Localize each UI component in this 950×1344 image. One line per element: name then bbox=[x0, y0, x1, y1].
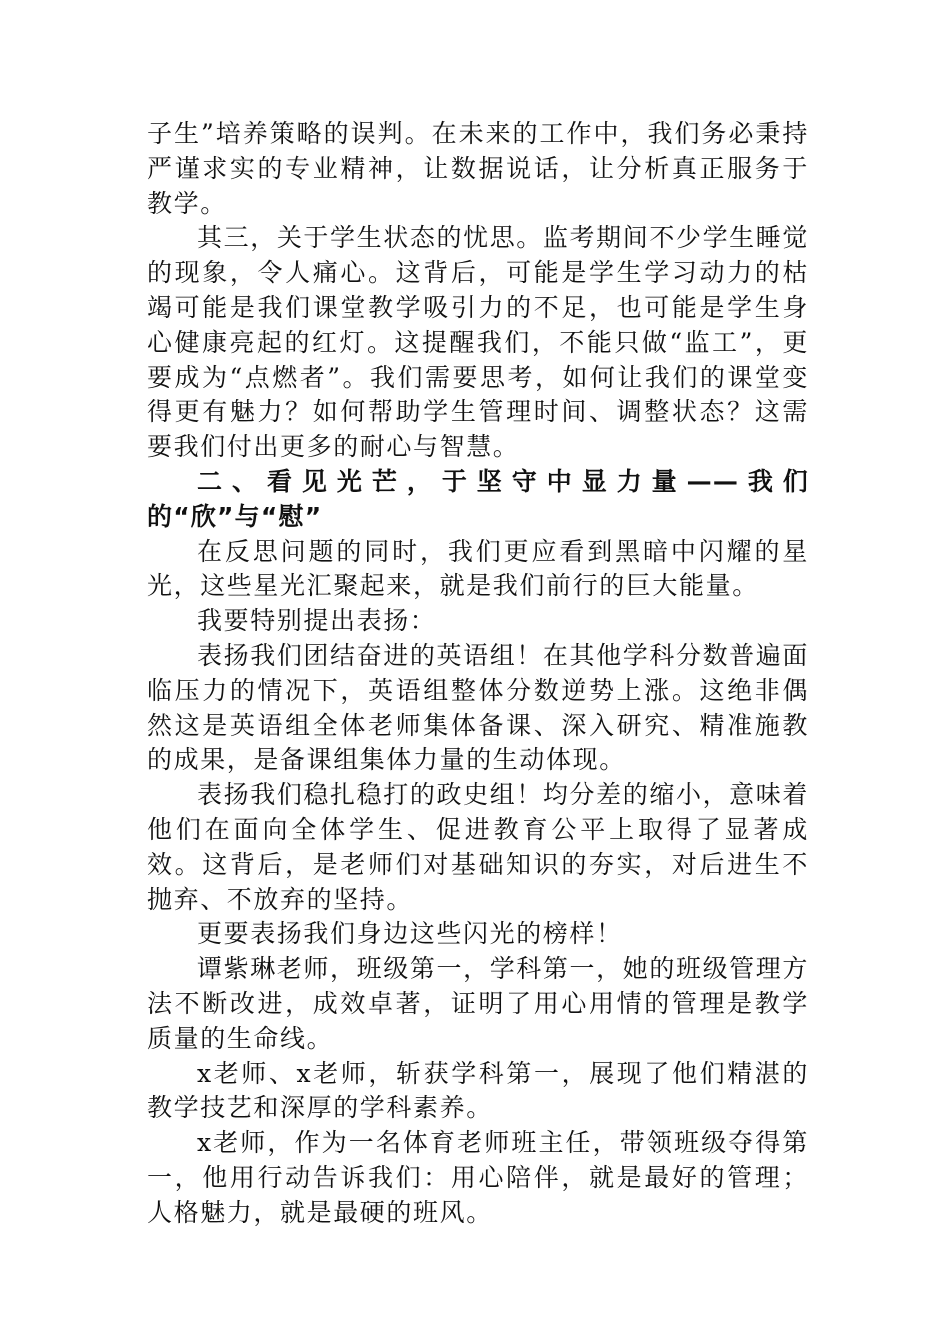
paragraph-student-state: 其三，关于学生状态的忧思。监考期间不少学生睡觉的现象，令人痛心。这背后，可能是学生学习动力的枯竭可能是我们课堂教学吸引力的不足，也可能是学生身心健康亮起的红灯。这提醒我们，不能只做“监工”，更要成为“点燃者”。我们需要思考，如何让我们的课堂变得更有魅力？如何帮助学生管理时间、调整状态？这需要我们付出更多的耐心与智慧。 bbox=[147, 223, 809, 462]
document-body bbox=[147, 117, 809, 1231]
paragraph-english-group: 表扬我们团结奋进的英语组！在其他学科分数普遍面临压力的情况下，英语组整体分数逆势上涨。这绝非偶然这是英语组全体老师集体备课、深入研究、精准施教的成果，是备课组集体力量的生动体现。 bbox=[147, 640, 809, 775]
paragraph-praise-intro: 我要特别提出表扬： bbox=[197, 606, 437, 636]
paragraph-role-models: 更要表扬我们身边这些闪光的榜样！ bbox=[197, 919, 623, 949]
paragraph-teacher-tan: 谭紫琳老师，班级第一，学科第一，她的班级管理方法不断改进，成效卓著，证明了用心用情的管理是教学质量的生命线。 bbox=[147, 954, 809, 1053]
paragraph-continuation: 子生”培养策略的误判。在未来的工作中，我们务必秉持严谨求实的专业精神，让数据说话，让分析真正服务于教学。 bbox=[147, 119, 809, 218]
section-heading-2: 二、看见光芒，于坚守中显力量——我们的“欣”与“慰” bbox=[147, 466, 809, 531]
paragraph-teachers-x: x老师、x老师，斩获学科第一，展现了他们精湛的教学技艺和深厚的学科素养。 bbox=[147, 1058, 809, 1123]
paragraph-pe-teacher: x老师，作为一名体育老师班主任，带领班级夺得第一，他用行动告诉我们：用心陪伴，就是最好的管理；人格魅力，就是最硬的班风。 bbox=[147, 1128, 809, 1227]
paragraph-reflection: 在反思问题的同时，我们更应看到黑暗中闪耀的星光，这些星光汇聚起来，就是我们前行的巨大能量。 bbox=[147, 536, 809, 601]
paragraph-politics-history-group: 表扬我们稳扎稳打的政史组！均分差的缩小，意味着他们在面向全体学生、促进教育公平上取得了显著成效。这背后，是老师们对基础知识的夯实，对后进生不抛弃、不放弃的坚持。 bbox=[147, 780, 809, 914]
